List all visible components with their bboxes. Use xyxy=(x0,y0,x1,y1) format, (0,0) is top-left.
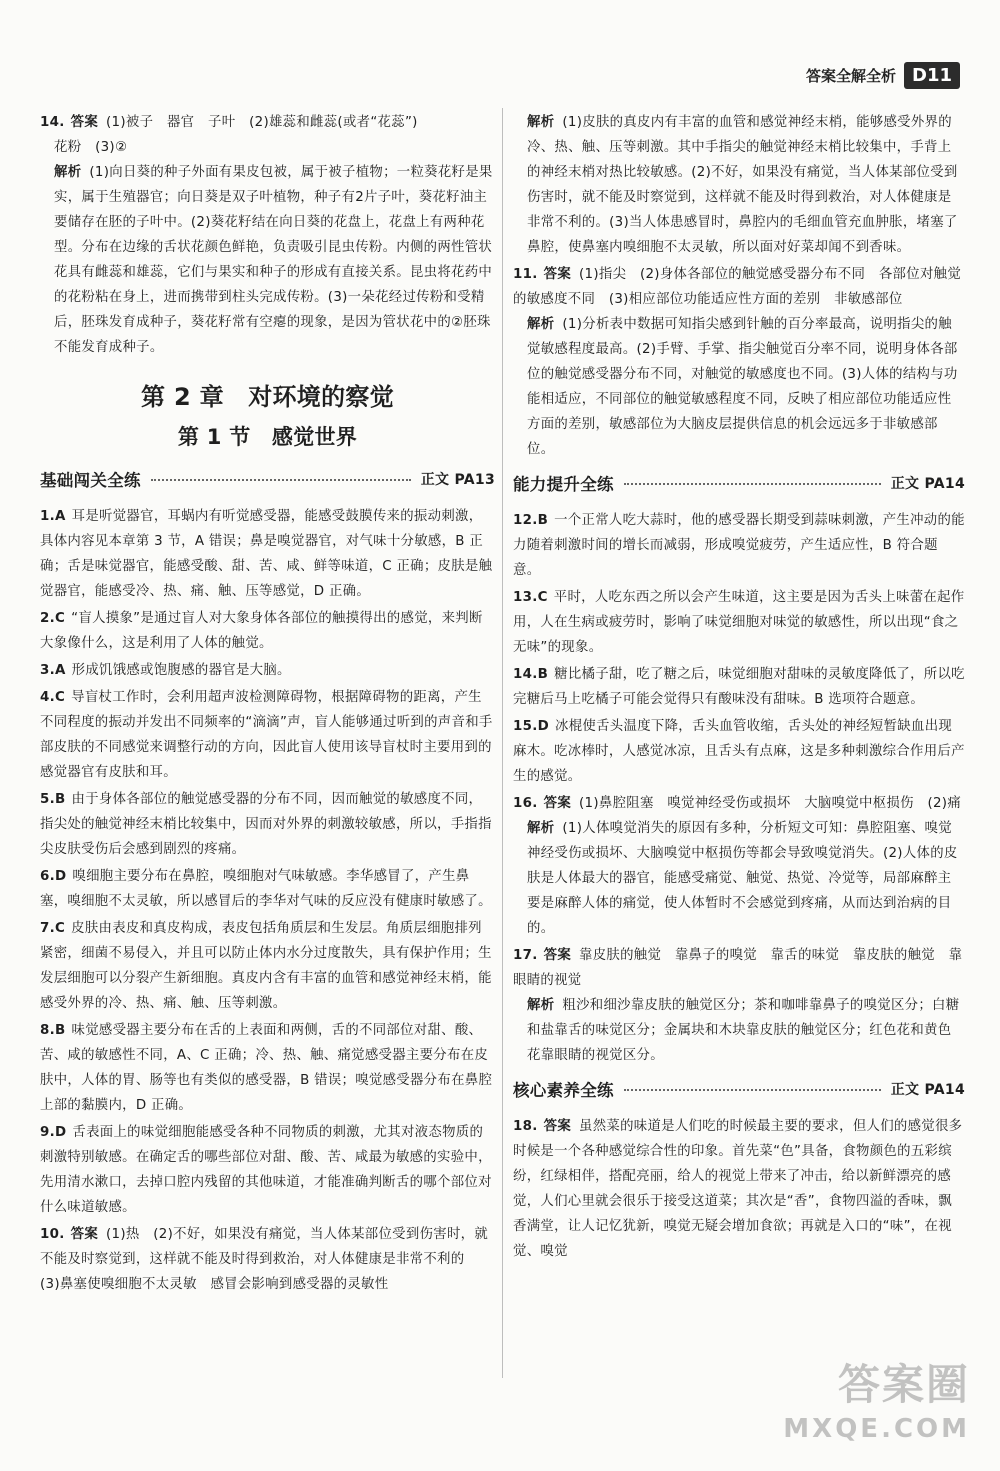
answer-label: 答案 xyxy=(70,115,99,130)
item-number: 14.B xyxy=(513,667,549,682)
item-number: 12.B xyxy=(513,513,549,528)
item-number: 7.C xyxy=(40,921,66,936)
section-bar-ability xyxy=(513,470,965,498)
answer-label: 答案 xyxy=(543,267,572,282)
section-bar-title: 基础闯关全练 xyxy=(40,470,141,490)
item-number: 15.D xyxy=(513,719,550,734)
answer-item xyxy=(513,585,965,660)
item-text: 耳是听觉器官，耳蜗内有听觉感受器，能感受鼓膜传来的振动刺激，具体内容见本章第 3 节，A 错误；鼻是嗅觉器官，对气味十分敏感，B 正确；舌是味觉器官，能感受酸、甜、苦、咸、鲜等味道，C 正确；皮肤是触觉器官，能感受冷、热、痛、触、压等感觉，D 正确。 xyxy=(40,509,493,599)
analysis-label: 解析 xyxy=(527,821,555,836)
analysis-label: 解析 xyxy=(527,115,555,130)
answer-label: 答案 xyxy=(70,1227,99,1242)
item-text: 味觉感受器主要分布在舌的上表面和两侧，舌的不同部位对甜、酸、苦、咸的敏感性不同，A、C 正确；冷、热、触、痛觉感受器主要分布在皮肤中，人体的胃、肠等也有类似的感受器，B 错误；嗅觉感受器分布在鼻腔上部的黏膜内，D 正确。 xyxy=(40,1023,493,1113)
column-divider xyxy=(502,108,503,1378)
section-bar-title: 核心素养全练 xyxy=(513,1080,614,1100)
analysis-text: (1)分析表中数据可知指尖感到针触的百分率最高，说明指尖的触觉敏感程度最高。(2)手臂、手掌、指尖触觉百分率不同，说明身体各部位的触觉感受器分布不同，对触觉的敏感度也不同。(3)人体的结构与功能相适应，不同部位的触觉敏感程度不同，反映了相应部位功能适应性方面的差别，敏感部位为大脑皮层提供信息的机会远远多于非敏感部位。 xyxy=(527,317,958,457)
answer-text: (1)鼻腔阻塞 嗅觉神经受伤或损坏 大脑嗅觉中枢损伤 (2)痛 xyxy=(579,796,962,811)
item-text: 皮肤由表皮和真皮构成，表皮包括角质层和生发层。角质层细胞排列紧密，细菌不易侵入，并且可以防止体内水分过度散失，具有保护作用；生发层细胞可以分裂产生新细胞。真皮内含有丰富的血管和感觉神经末梢，能感受外界的冷、热、痛、触、压等刺激。 xyxy=(40,921,492,1011)
section-bar-ref: 正文 PA13 xyxy=(420,471,495,488)
answer-item xyxy=(513,662,965,712)
question-17 xyxy=(513,943,965,1068)
question-number: 16. xyxy=(513,796,538,811)
answer-text-cont: 花粉 (3)② xyxy=(54,140,128,155)
analysis-label: 解析 xyxy=(527,998,555,1013)
section-bar-basic xyxy=(40,466,495,494)
item-text: 冰棍使舌头温度下降，舌头血管收缩，舌头处的神经短暂缺血出现麻木。吃冰棒时，人感觉冰凉，且舌头有点麻，这是多种刺激综合作用后产生的感觉。 xyxy=(513,719,965,784)
analysis-text: (1)皮肤的真皮内有丰富的血管和感觉神经末梢，能够感受外界的冷、热、触、压等刺激。其中手指尖的触觉神经末梢比较集中，手背上的神经末梢对热比较敏感。(2)不好，如果没有痛觉，当人体某部位受到伤害时，就不能及时察觉到，这样就不能及时得到救治，对人体健康是非常不利的。(3)当人体患感冒时，鼻腔内的毛细血管充血肿胀，堵塞了鼻腔，使鼻塞内嗅细胞不太灵敏，所以面对好菜却闻不到香味。 xyxy=(527,115,958,255)
item-text: 舌表面上的味觉细胞能感受各种不同物质的刺激，尤其对液态物质的刺激特别敏感。在确定舌的哪些部位对甜、酸、苦、咸最为敏感的实验中，先用清水漱口，去掉口腔内残留的其他味道，才能准确判断舌的哪个部位对什么味道敏感。 xyxy=(40,1125,492,1215)
question-10-analysis xyxy=(513,110,965,260)
analysis-text: (1)人体嗅觉消失的原因有多种，分析短文可知：鼻腔阻塞、嗅觉神经受伤或损坏、大脑嗅觉中枢损伤等都会导致嗅觉消失。(2)人体的皮肤是人体最大的器官，能感受痛觉、触觉、热觉、冷觉等，局部麻醉主要是麻醉人体的痛觉，使人体暂时不会感觉到疼痛，从而达到治病的目的。 xyxy=(527,821,958,936)
item-text: 一个正常人吃大蒜时，他的感受器长期受到蒜味刺激，产生冲动的能力随着刺激时间的增长而减弱，形成嗅觉疲劳，产生适应性，B 符合题意。 xyxy=(513,513,965,578)
chapter-title: 第 2 章 对环境的察觉 xyxy=(140,383,394,411)
question-number: 11. xyxy=(513,267,538,282)
section-title: 第 1 节 感觉世界 xyxy=(177,425,358,449)
answer-label: 答案 xyxy=(543,948,572,963)
item-number: 1.A xyxy=(40,509,66,524)
answer-label: 答案 xyxy=(543,1119,572,1134)
question-number: 17. xyxy=(513,948,538,963)
answer-item xyxy=(40,1018,495,1118)
answer-item xyxy=(40,864,495,914)
item-number: 4.C xyxy=(40,690,66,705)
answer-text: 虽然菜的味道是人们吃的时候最主要的要求，但人们的感觉很多时候是一个各种感觉综合性的印象。首先菜“色”具备，食物颜色的五彩缤纷，红绿相伴，搭配亮丽，给人的视觉上带来了冲击，给以新鲜漂亮的感觉，人们心里就会很乐于接受这道菜；其次是“香”，食物四溢的香味，飘香满堂，让人记忆犹新，嗅觉无疑会增加食欲；再就是入口的“味”，在视觉、嗅觉 xyxy=(513,1119,963,1259)
dotted-rule xyxy=(624,483,881,485)
question-14 xyxy=(40,110,495,360)
answer-item xyxy=(513,714,965,789)
item-number: 6.D xyxy=(40,869,67,884)
question-11 xyxy=(513,262,965,462)
answer-item xyxy=(40,658,495,683)
analysis-label: 解析 xyxy=(54,165,82,180)
item-text: 嗅细胞主要分布在鼻腔，嗅细胞对气味敏感。李华感冒了，产生鼻塞，嗅细胞不太灵敏，所以感冒后的李华对气味的反应没有健康时敏感了。 xyxy=(40,869,492,909)
page-number-badge: D11 xyxy=(904,62,960,89)
header-title: 答案全解全析 xyxy=(805,67,896,85)
answer-item xyxy=(40,787,495,862)
item-number: 2.C xyxy=(40,611,66,626)
item-number: 8.B xyxy=(40,1023,66,1038)
dotted-rule xyxy=(624,1089,881,1091)
answer-label: 答案 xyxy=(543,796,572,811)
question-16 xyxy=(513,791,965,941)
item-text: 由于身体各部位的触觉感受器的分布不同，因而触觉的敏感度不同，指尖处的触觉神经末梢比较集中，因而对外界的刺激较敏感，所以，手指指尖皮肤受伤后会感到剧烈的疼痛。 xyxy=(40,792,492,857)
section-bar-ref: 正文 PA14 xyxy=(890,475,965,492)
answer-text: (1)热 (2)不好，如果没有痛觉，当人体某部位受到伤害时，就不能及时察觉到，这样就不能及时得到救治，对人体健康是非常不利的 (3)鼻塞使嗅细胞不太灵敏 感冒会影响到感受器的灵敏性 xyxy=(40,1227,489,1292)
section-bar-core xyxy=(513,1076,965,1104)
item-text: 糖比橘子甜，吃了糖之后，味觉细胞对甜味的灵敏度降低了，所以吃完糖后马上吃橘子可能会觉得只有酸味没有甜味。B 选项符合题意。 xyxy=(513,667,965,707)
answer-text: 靠皮肤的触觉 靠鼻子的嗅觉 靠舌的味觉 靠皮肤的触觉 靠眼睛的视觉 xyxy=(513,948,963,988)
item-number: 5.B xyxy=(40,792,66,807)
question-10 xyxy=(40,1222,495,1297)
dotted-rule xyxy=(151,479,411,481)
item-text: 导盲杖工作时，会利用超声波检测障碍物，根据障碍物的距离，产生不同程度的振动并发出不同频率的“滴滴”声，盲人能够通过听到的声音和手部皮肤的不同感觉来调整行动的方向，因此盲人使用该导盲杖时主要用到的感觉器官有皮肤和耳。 xyxy=(40,690,493,780)
question-number: 10. xyxy=(40,1227,65,1242)
left-column xyxy=(40,110,495,1299)
question-18 xyxy=(513,1114,965,1264)
watermark-logo xyxy=(783,1360,970,1451)
analysis-text: 粗沙和细沙靠皮肤的触觉区分；茶和咖啡靠鼻子的嗅觉区分；白糖和盐靠舌的味觉区分；金属块和木块靠皮肤的触觉区分；红色花和黄色花靠眼睛的视觉区分。 xyxy=(527,998,960,1063)
question-number: 14. xyxy=(40,115,65,130)
answer-item xyxy=(40,1120,495,1220)
item-number: 9.D xyxy=(40,1125,67,1140)
answer-item xyxy=(40,504,495,604)
item-text: “盲人摸象”是通过盲人对大象身体各部位的触摸得出的感觉，来判断大象像什么，这是利用了人体的触觉。 xyxy=(40,611,483,651)
question-number: 18. xyxy=(513,1119,538,1134)
right-column xyxy=(513,110,965,1266)
answer-item xyxy=(40,916,495,1016)
analysis-text: (1)向日葵的种子外面有果皮包被，属于被子植物；一粒葵花籽是果实，属于生殖器官；向日葵是双子叶植物，种子有2片子叶，葵花籽油主要储存在胚的子叶中。(2)葵花籽结在向日葵的花盘上，花盘上有两种花型。分布在边缘的舌状花颜色鲜艳，负责吸引昆虫传粉。内侧的两性管状花具有雌蕊和雄蕊，它们与果实和种子的形成有直接关系。昆虫将花药中的花粉粘在身上，进而携带到柱头完成传粉。(3)一朵花经过传粉和受精后，胚珠发育成种子，葵花籽常有空瘪的现象，是因为管状花中的②胚珠不能发育成种子。 xyxy=(54,165,493,355)
analysis-label: 解析 xyxy=(527,317,555,332)
item-text: 形成饥饿感或饱腹感的器官是大脑。 xyxy=(71,663,291,678)
watermark-title: 答案圈 xyxy=(837,1360,970,1409)
item-text: 平时，人吃东西之所以会产生味道，这主要是因为舌头上味蕾在起作用，人在生病或疲劳时，影响了味觉细胞对味觉的敏感性，所以出现“食之无味”的现象。 xyxy=(513,590,965,655)
answer-text: (1)被子 器官 子叶 (2)雄蕊和雌蕊(或者“花蕊”) xyxy=(106,115,418,130)
section-bar-ref: 正文 PA14 xyxy=(890,1081,965,1098)
section-bar-title: 能力提升全练 xyxy=(513,474,614,494)
answer-text: (1)指尖 (2)身体各部位的触觉感受器分布不同 各部位对触觉的敏感度不同 (3)相应部位功能适应性方面的差别 非敏感部位 xyxy=(513,267,962,307)
watermark-url: MXQE.COM xyxy=(783,1414,970,1444)
answer-item xyxy=(40,685,495,785)
answer-item xyxy=(513,508,965,583)
item-number: 3.A xyxy=(40,663,66,678)
answer-item xyxy=(40,606,495,656)
page-header xyxy=(806,62,960,89)
item-number: 13.C xyxy=(513,590,548,605)
